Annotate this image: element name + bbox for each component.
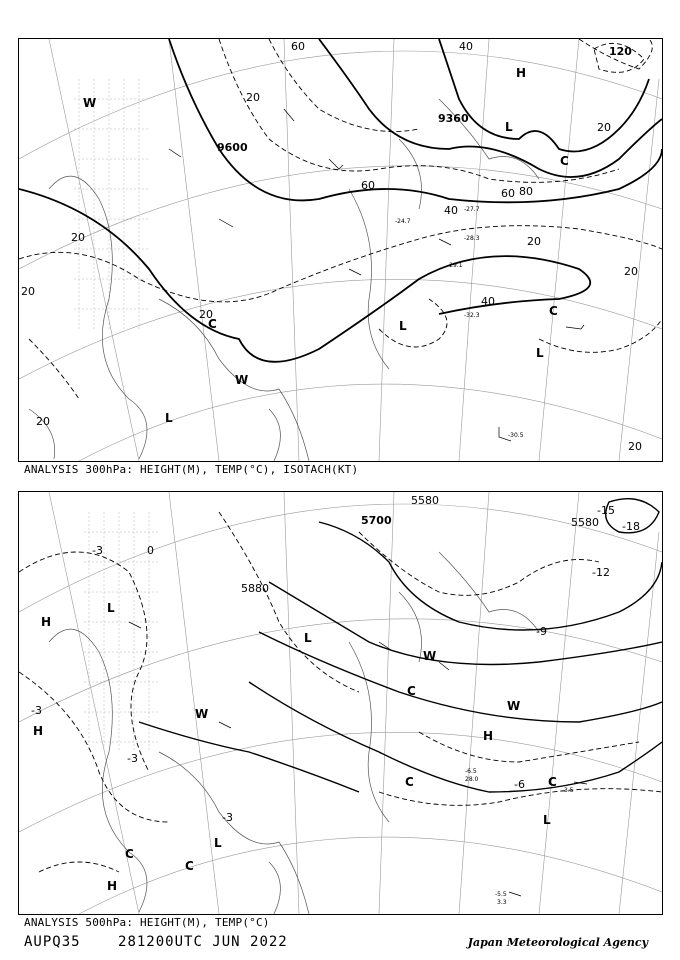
low-pressure-symbol: L [214, 836, 222, 850]
isotach-label: 20 [527, 235, 541, 248]
cold-symbol: C [405, 775, 414, 789]
height-contours [19, 39, 662, 362]
height-label: 9600 [217, 141, 248, 154]
height-label: 9360 [438, 112, 469, 125]
isotherm-label: -18 [622, 520, 640, 533]
isotherm-label: -12 [592, 566, 610, 579]
high-pressure-symbol: H [516, 66, 527, 80]
cold-symbol: C [185, 859, 194, 873]
isotach-label: 20 [624, 265, 638, 278]
map-300hpa [19, 39, 662, 461]
warm-symbol: W [83, 96, 97, 110]
isotach-label: 40 [459, 40, 473, 53]
low-pressure-symbol: L [165, 411, 173, 425]
obs-temp: -30.5 [508, 432, 524, 439]
low-pressure-symbol: L [304, 631, 312, 645]
isotach-label: 40 [481, 295, 495, 308]
isotherm-label: -3 [92, 544, 103, 557]
cold-symbol: C [125, 847, 134, 861]
obs-temp: -5.5 [495, 891, 507, 898]
high-pressure-symbol: H [107, 879, 118, 893]
obs-dewpoint: 3.5 [564, 787, 574, 794]
cold-symbol: C [560, 154, 569, 168]
isotherm-label: 0 [147, 544, 154, 557]
cold-symbol: C [549, 304, 558, 318]
height-label: 5580 [571, 516, 599, 529]
warm-symbol: W [423, 649, 437, 663]
grid-hatch [74, 79, 149, 329]
warm-symbol: W [235, 373, 249, 387]
product-code: AUPQ35 [24, 934, 81, 950]
valid-time: 281200UTC JUN 2022 [118, 934, 288, 950]
isotach-label: 20 [199, 308, 213, 321]
isotach-label: 80 [519, 185, 533, 198]
isotach-label: 20 [36, 415, 50, 428]
obs-temp: -28.3 [464, 235, 480, 242]
warm-symbol: W [507, 699, 521, 713]
isotach-label: 60 [291, 40, 305, 53]
low-pressure-symbol: L [107, 601, 115, 615]
map-300hpa-panel [18, 38, 663, 462]
obs-temp: -32.3 [464, 312, 480, 319]
low-pressure-symbol: L [505, 120, 513, 134]
isotach-label: 120 [609, 45, 632, 58]
isotherm-label: -3 [222, 811, 233, 824]
obs-dewpoint: 3.3 [497, 899, 507, 906]
obs-temp: -6.5 [465, 768, 477, 775]
map-500hpa [19, 492, 662, 914]
isotherm-label: -9 [536, 625, 547, 638]
height-contours [139, 499, 662, 792]
obs-dewpoint: 28.0 [465, 776, 479, 783]
cold-symbol: C [548, 775, 557, 789]
warm-symbol: W [195, 707, 209, 721]
high-pressure-symbol: H [483, 729, 494, 743]
isotach-label: 20 [597, 121, 611, 134]
isotherm-contours [19, 512, 662, 872]
isotach-label: 60 [361, 179, 375, 192]
agency-name: Japan Meteorological Agency [467, 936, 648, 949]
isotach-label: 60 [501, 187, 515, 200]
isotherm-label: -6 [514, 778, 525, 791]
isotherm-label: -3 [31, 704, 42, 717]
chart-300hpa-caption: ANALYSIS 300hPa: HEIGHT(M), TEMP(°C), ISOTACH(KT) [24, 463, 359, 476]
isotherm-label: -15 [597, 504, 615, 517]
high-pressure-symbol: H [33, 724, 44, 738]
isotach-label: 20 [246, 91, 260, 104]
high-pressure-symbol: H [41, 615, 52, 629]
height-label: 5700 [361, 514, 392, 527]
obs-temp: -29.1 [447, 262, 463, 269]
coastlines [29, 99, 539, 461]
isotach-label: 20 [628, 440, 642, 453]
map-500hpa-panel [18, 491, 663, 915]
graticule [19, 39, 662, 461]
height-label: 5880 [241, 582, 269, 595]
cold-symbol: C [407, 684, 416, 698]
low-pressure-symbol: L [536, 346, 544, 360]
isotach-label: 40 [444, 204, 458, 217]
isotach-label: 20 [71, 231, 85, 244]
coastlines [49, 552, 539, 914]
chart-500hpa-caption: ANALYSIS 500hPa: HEIGHT(M), TEMP(°C) [24, 916, 270, 929]
graticule [19, 492, 662, 914]
obs-temp: -27.7 [464, 206, 480, 213]
height-label: 5580 [411, 494, 439, 507]
obs-temp: -24.7 [395, 218, 411, 225]
low-pressure-symbol: L [543, 813, 551, 827]
product-header [24, 934, 316, 950]
isotach-label: 20 [21, 285, 35, 298]
isotherm-label: -3 [127, 752, 138, 765]
low-pressure-symbol: L [399, 319, 407, 333]
cold-symbol: C [208, 317, 217, 331]
